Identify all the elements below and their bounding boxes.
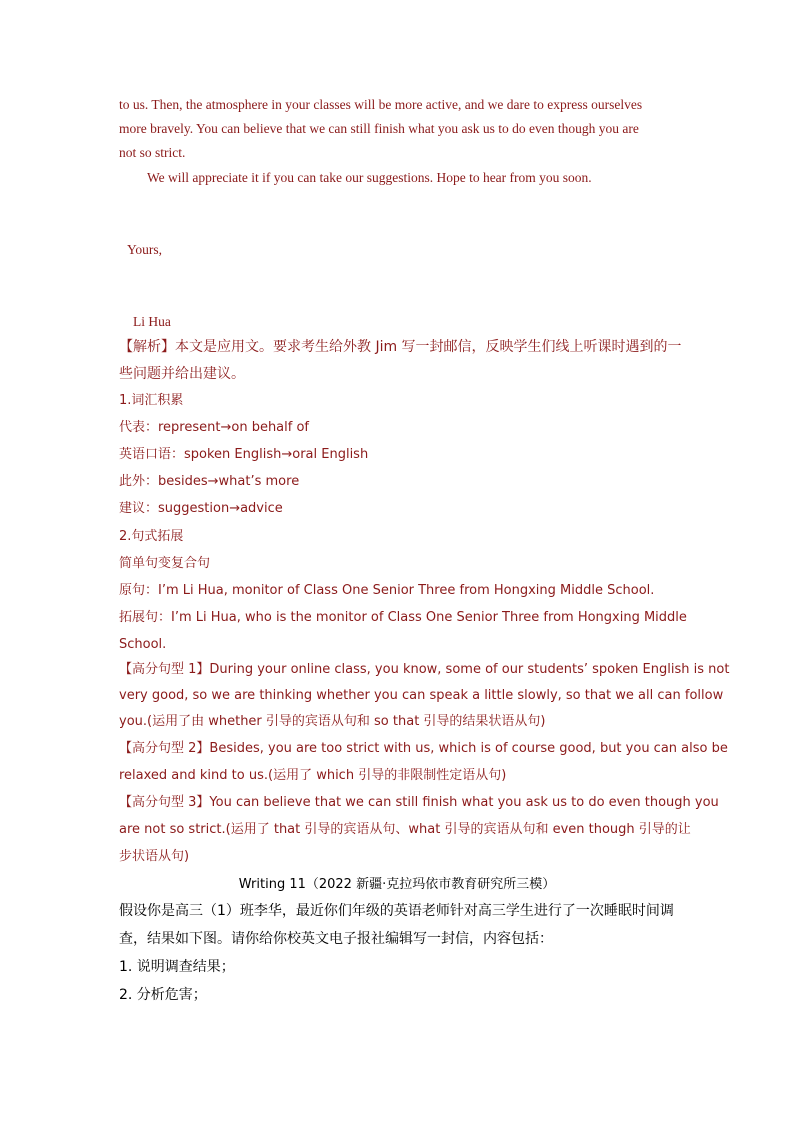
analysis-text: 本文是应用文。要求考生给外教 Jim 写一封邮信，反映学生们线上听课时遇到的一	[175, 339, 682, 355]
pattern-2-text: Besides, you are too strict with us, which is of course good, but you can also be	[209, 741, 728, 756]
expanded-sentence-cont: School.	[119, 637, 167, 652]
vocab-item: 此外：besides→what’s more	[119, 474, 300, 489]
pattern-3-tag: 【高分句型 3】	[119, 795, 210, 810]
pattern-2-line: relaxed and kind to us.(运用了 which 引导的非限制性定语从句)	[119, 768, 507, 783]
pattern-3-line: 步状语从句)	[119, 849, 190, 864]
analysis-tag: 【解析】	[119, 339, 175, 355]
original-sentence: 原句：I’m Li Hua, monitor of Class One Senior Three from Hongxing Middle School.	[119, 583, 655, 598]
pattern-1-tag: 【高分句型 1】	[119, 662, 210, 677]
sentence-heading: 2.句式拓展	[119, 529, 184, 544]
letter-line: to us. Then, the atmosphere in your classes will be more active, and we dare to express ourselves	[119, 97, 643, 112]
expanded-sentence: 拓展句：I’m Li Hua, who is the monitor of Class One Senior Three from Hongxing Middle	[119, 610, 687, 625]
writing-line: 查，结果如下图。请你给你校英文电子报社编辑写一封信，内容包括：	[119, 931, 553, 947]
pattern-1-text: During your online class, you know, some of our students’ spoken English is not	[209, 662, 730, 677]
pattern-2-line	[119, 742, 728, 755]
vocab-item: 建议：suggestion→advice	[119, 501, 283, 516]
analysis-line-2: 些问题并给出建议。	[119, 366, 245, 382]
pattern-2-tag: 【高分句型 2】	[119, 741, 210, 756]
pattern-1-line: you.(运用了由 whether 引导的宾语从句和 so that 引导的结果状语从句)	[119, 714, 546, 729]
pattern-3-line	[119, 796, 719, 809]
vocab-item: 英语口语：spoken English→oral English	[119, 447, 369, 462]
writing-line: 假设你是高三（1）班李华，最近你们年级的英语老师针对高三学生进行了一次睡眠时间调	[119, 903, 674, 919]
pattern-1-line	[119, 663, 729, 676]
letter-line: not so strict.	[119, 145, 186, 160]
letter-line: more bravely. You can believe that we can still finish what you ask us to do even though you are	[119, 121, 639, 136]
letter-paragraph: We will appreciate it if you can take our suggestions. Hope to hear from you soon.	[147, 170, 592, 185]
vocab-heading: 1.词汇积累	[119, 393, 184, 408]
letter-closing: Yours,	[127, 242, 163, 257]
letter-signature: Li Hua	[133, 314, 171, 329]
writing-title: Writing 11（2022 新疆·克拉玛依市教育研究所三模）	[238, 877, 556, 892]
pattern-3-line: are not so strict.(运用了 that 引导的宾语从句、what 引导的宾语从句和 even though 引导的让	[119, 822, 691, 837]
analysis-line-1	[119, 340, 682, 354]
sentence-subheading: 简单句变复合句	[119, 556, 211, 571]
writing-line: 1. 说明调查结果；	[119, 959, 235, 975]
vocab-item: 代表：represent→on behalf of	[119, 420, 309, 435]
writing-line: 2. 分析危害；	[119, 987, 207, 1003]
pattern-3-text: You can believe that we can still finish what you ask us to do even though you	[209, 795, 719, 810]
pattern-1-line: very good, so we are thinking whether you can speak a little slowly, so that we all can follow	[119, 688, 724, 703]
